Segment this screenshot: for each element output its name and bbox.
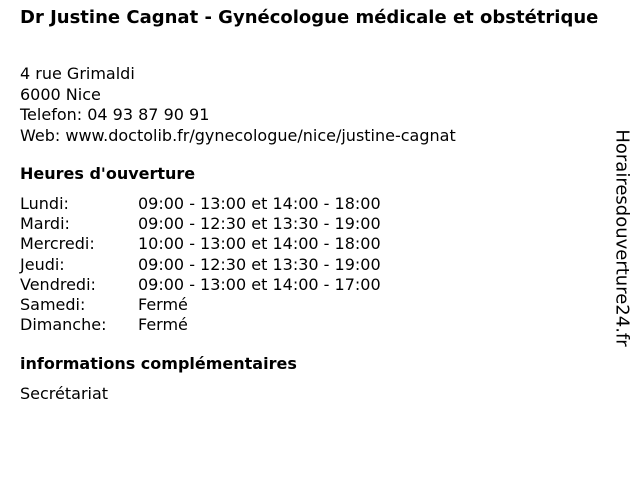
day-label: Mardi: [20,214,70,234]
day-label: Vendredi: [20,274,96,294]
hours-row-wednesday [20,234,381,254]
day-hours: 09:00 - 12:30 et 13:30 - 19:00 [138,254,381,274]
additional-info-text: Secrétariat [20,384,109,403]
day-label: Lundi: [20,194,69,213]
street-address: 4 rue Grimaldi [20,64,135,83]
day-label: Dimanche: [20,315,107,335]
hours-row-friday [20,275,381,295]
hours-row-thursday [20,255,381,275]
day-label: Samedi: [20,295,86,315]
day-hours: Fermé [138,295,188,315]
hours-row-monday [20,194,381,214]
day-label: Mercredi: [20,234,95,254]
day-label: Jeudi: [20,254,65,274]
day-hours: 10:00 - 13:00 et 14:00 - 18:00 [138,234,381,254]
opening-hours-heading: Heures d'ouverture [20,164,196,183]
page-title: Dr Justine Cagnat - Gynécologue médicale et obstétrique [20,7,599,28]
additional-info-heading: informations complémentaires [20,354,297,373]
day-hours: 09:00 - 13:00 et 14:00 - 17:00 [138,274,381,294]
hours-row-saturday [20,295,381,315]
website-link[interactable]: Web: www.doctolib.fr/gynecologue/nice/justine-cagnat [20,125,456,145]
day-hours: 09:00 - 13:00 et 14:00 - 18:00 [138,194,381,213]
address-block [20,64,456,146]
city-address: 6000 Nice [20,84,101,104]
hours-row-sunday [20,315,381,335]
day-hours: 09:00 - 12:30 et 13:30 - 19:00 [138,214,381,234]
day-hours: Fermé [138,315,188,335]
opening-hours-table [20,194,381,335]
hours-row-tuesday [20,214,381,234]
phone-number[interactable]: Telefon: 04 93 87 90 91 [20,105,210,124]
site-watermark: Horairesdouverture24.fr [611,129,633,347]
